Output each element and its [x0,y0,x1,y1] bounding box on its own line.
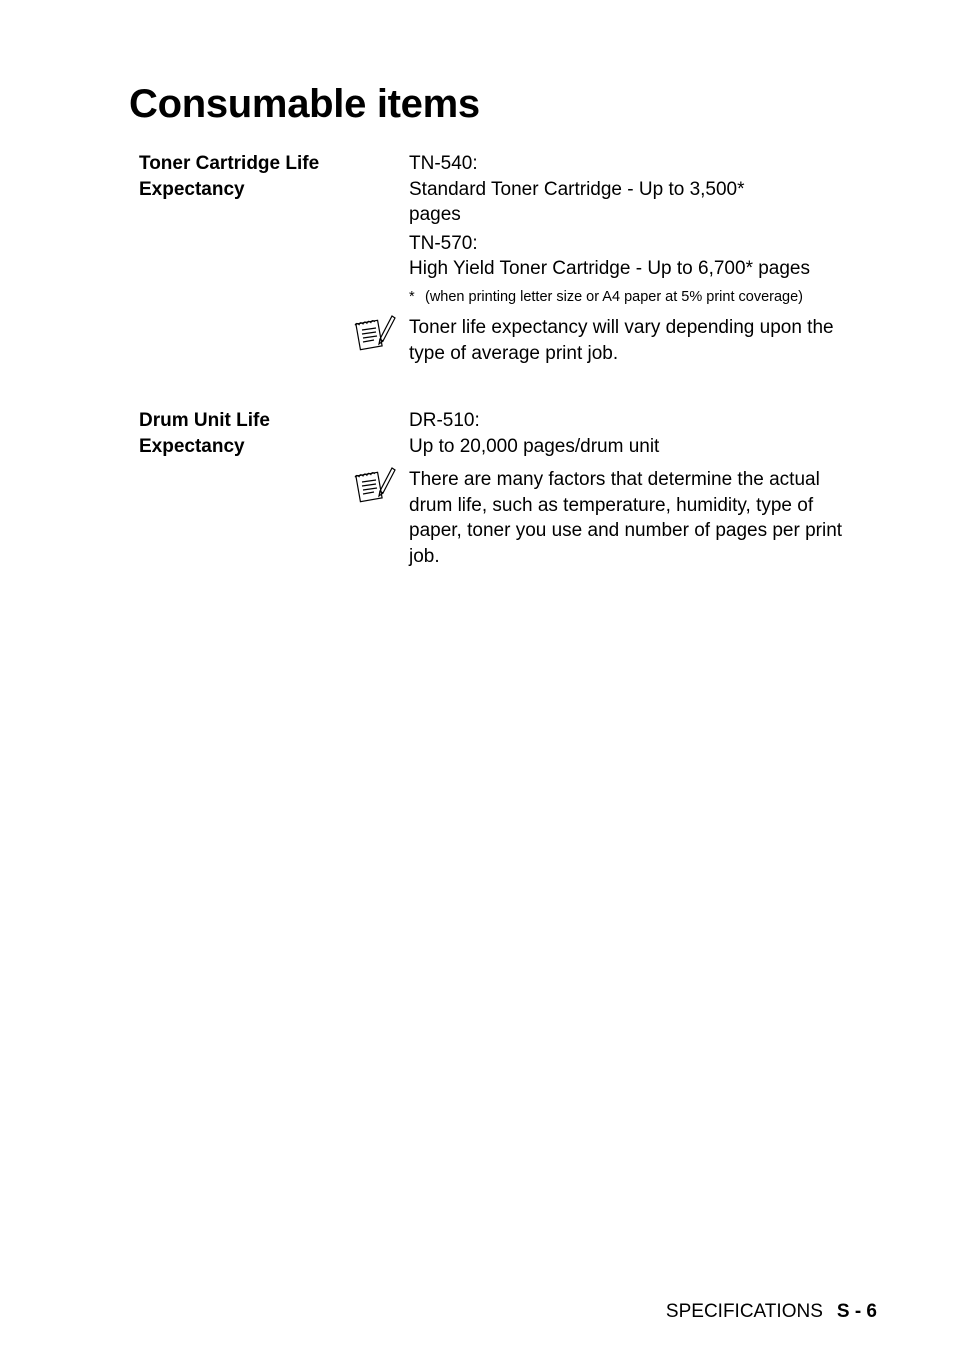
drum-note-line-4: job. [409,545,440,567]
drum-note-line-3: paper, toner you use and number of pages per print [409,520,843,541]
note-pad-pencil-icon [354,313,396,351]
toner-model-1-desc-line-1: Standard Toner Cartridge - Up to 3,500* [409,178,745,200]
drum-label-line-1: Drum Unit Life [139,410,270,431]
toner-model-1-desc-line-2: pages [409,204,461,225]
toner-life-label [139,151,359,202]
drum-life-value [409,408,879,459]
toner-life-value [409,151,879,282]
toner-label-line-1: Toner Cartridge Life [139,153,320,174]
footer-section: SPECIFICATIONS [665,1301,823,1322]
footnote-mark: * [409,289,415,305]
footer-page-number: S - 6 [836,1301,877,1322]
toner-note-line-1: Toner life expectancy will vary depending upon the [409,317,834,338]
footnote-text: (when printing letter size or A4 paper at 5% print coverage) [425,289,804,305]
note-pad-pencil-icon [354,465,396,503]
toner-note [409,315,879,366]
toner-model-2-desc: High Yield Toner Cartridge - Up to 6,700* pages [409,258,811,279]
drum-model-desc: Up to 20,000 pages/drum unit [409,435,660,457]
toner-model-1: TN-540: [409,153,478,174]
drum-note [409,467,879,569]
toner-label-line-2: Expectancy [139,178,245,200]
toner-footnote [409,288,803,306]
drum-label-line-2: Expectancy [139,435,245,457]
toner-model-2: TN-570: [409,232,478,254]
page-footer [666,1300,877,1324]
drum-note-line-1: There are many factors that determine the actual [409,469,820,490]
toner-note-line-2: type of average print job. [409,342,619,364]
drum-note-line-2: drum life, such as temperature, humidity, type of [409,494,814,516]
page-title: Consumable items [129,82,480,126]
drum-model: DR-510: [409,410,480,431]
drum-life-label [139,408,359,459]
